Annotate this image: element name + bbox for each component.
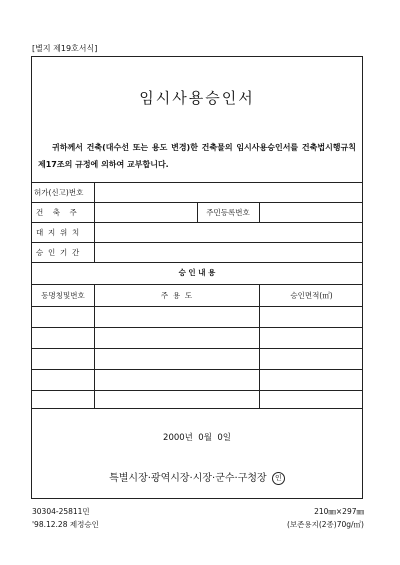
seal-stamp: 인 xyxy=(272,472,285,485)
row-divider xyxy=(32,306,362,307)
owner-value[interactable] xyxy=(94,202,197,222)
form-code: 30304-25811민 xyxy=(32,507,90,516)
row-divider xyxy=(32,390,362,391)
approval-period-label: 승 인 기 간 xyxy=(36,248,80,257)
column-divider xyxy=(259,284,260,408)
row-divider xyxy=(32,369,362,370)
issuer-name: 특별시장·광역시장·시장·군수·구청장 xyxy=(109,473,267,484)
paper-type: (보존용지(2종)70g/㎡) xyxy=(286,520,364,529)
permit-number-label: 허가(신고)번호 xyxy=(34,188,84,197)
approval-period-value[interactable] xyxy=(94,242,364,262)
issuer-line xyxy=(32,469,362,485)
column-header-building: 동명칭및번호 xyxy=(41,291,85,300)
paper-size: 210㎜×297㎜ xyxy=(314,507,364,516)
approval-date-note: '98.12.28 제정승인 xyxy=(32,520,99,529)
row-divider xyxy=(32,348,362,349)
issue-date: 2000년 0월 0일 xyxy=(163,433,231,443)
column-header-area: 승인면적(㎡) xyxy=(290,291,333,300)
owner-label: 건 축 주 xyxy=(36,208,77,217)
row-divider xyxy=(32,408,362,409)
approval-form xyxy=(31,56,363,499)
form-number-label: [별지 제19호서식] xyxy=(32,44,98,53)
resident-number-value[interactable] xyxy=(259,202,364,222)
row-divider xyxy=(32,327,362,328)
column-header-use: 주 용 도 xyxy=(160,291,193,300)
form-title: 임시사용승인서 xyxy=(139,89,255,107)
resident-number-label: 주민등록번호 xyxy=(206,208,250,217)
permit-number-value[interactable] xyxy=(94,182,364,202)
form-body-text: 귀하께서 건축(대수선 또는 용도 변경)한 건축물의 임시사용승인서를 건축법시행규칙 제17조의 규정에 의하여 교부합니다. xyxy=(38,143,356,169)
site-location-value[interactable] xyxy=(94,222,364,242)
approval-section-heading: 승 인 내 용 xyxy=(178,268,216,277)
row-divider xyxy=(32,284,362,285)
row-divider xyxy=(32,262,362,263)
site-location-label: 대 지 위 치 xyxy=(36,228,80,237)
column-divider xyxy=(94,284,95,408)
